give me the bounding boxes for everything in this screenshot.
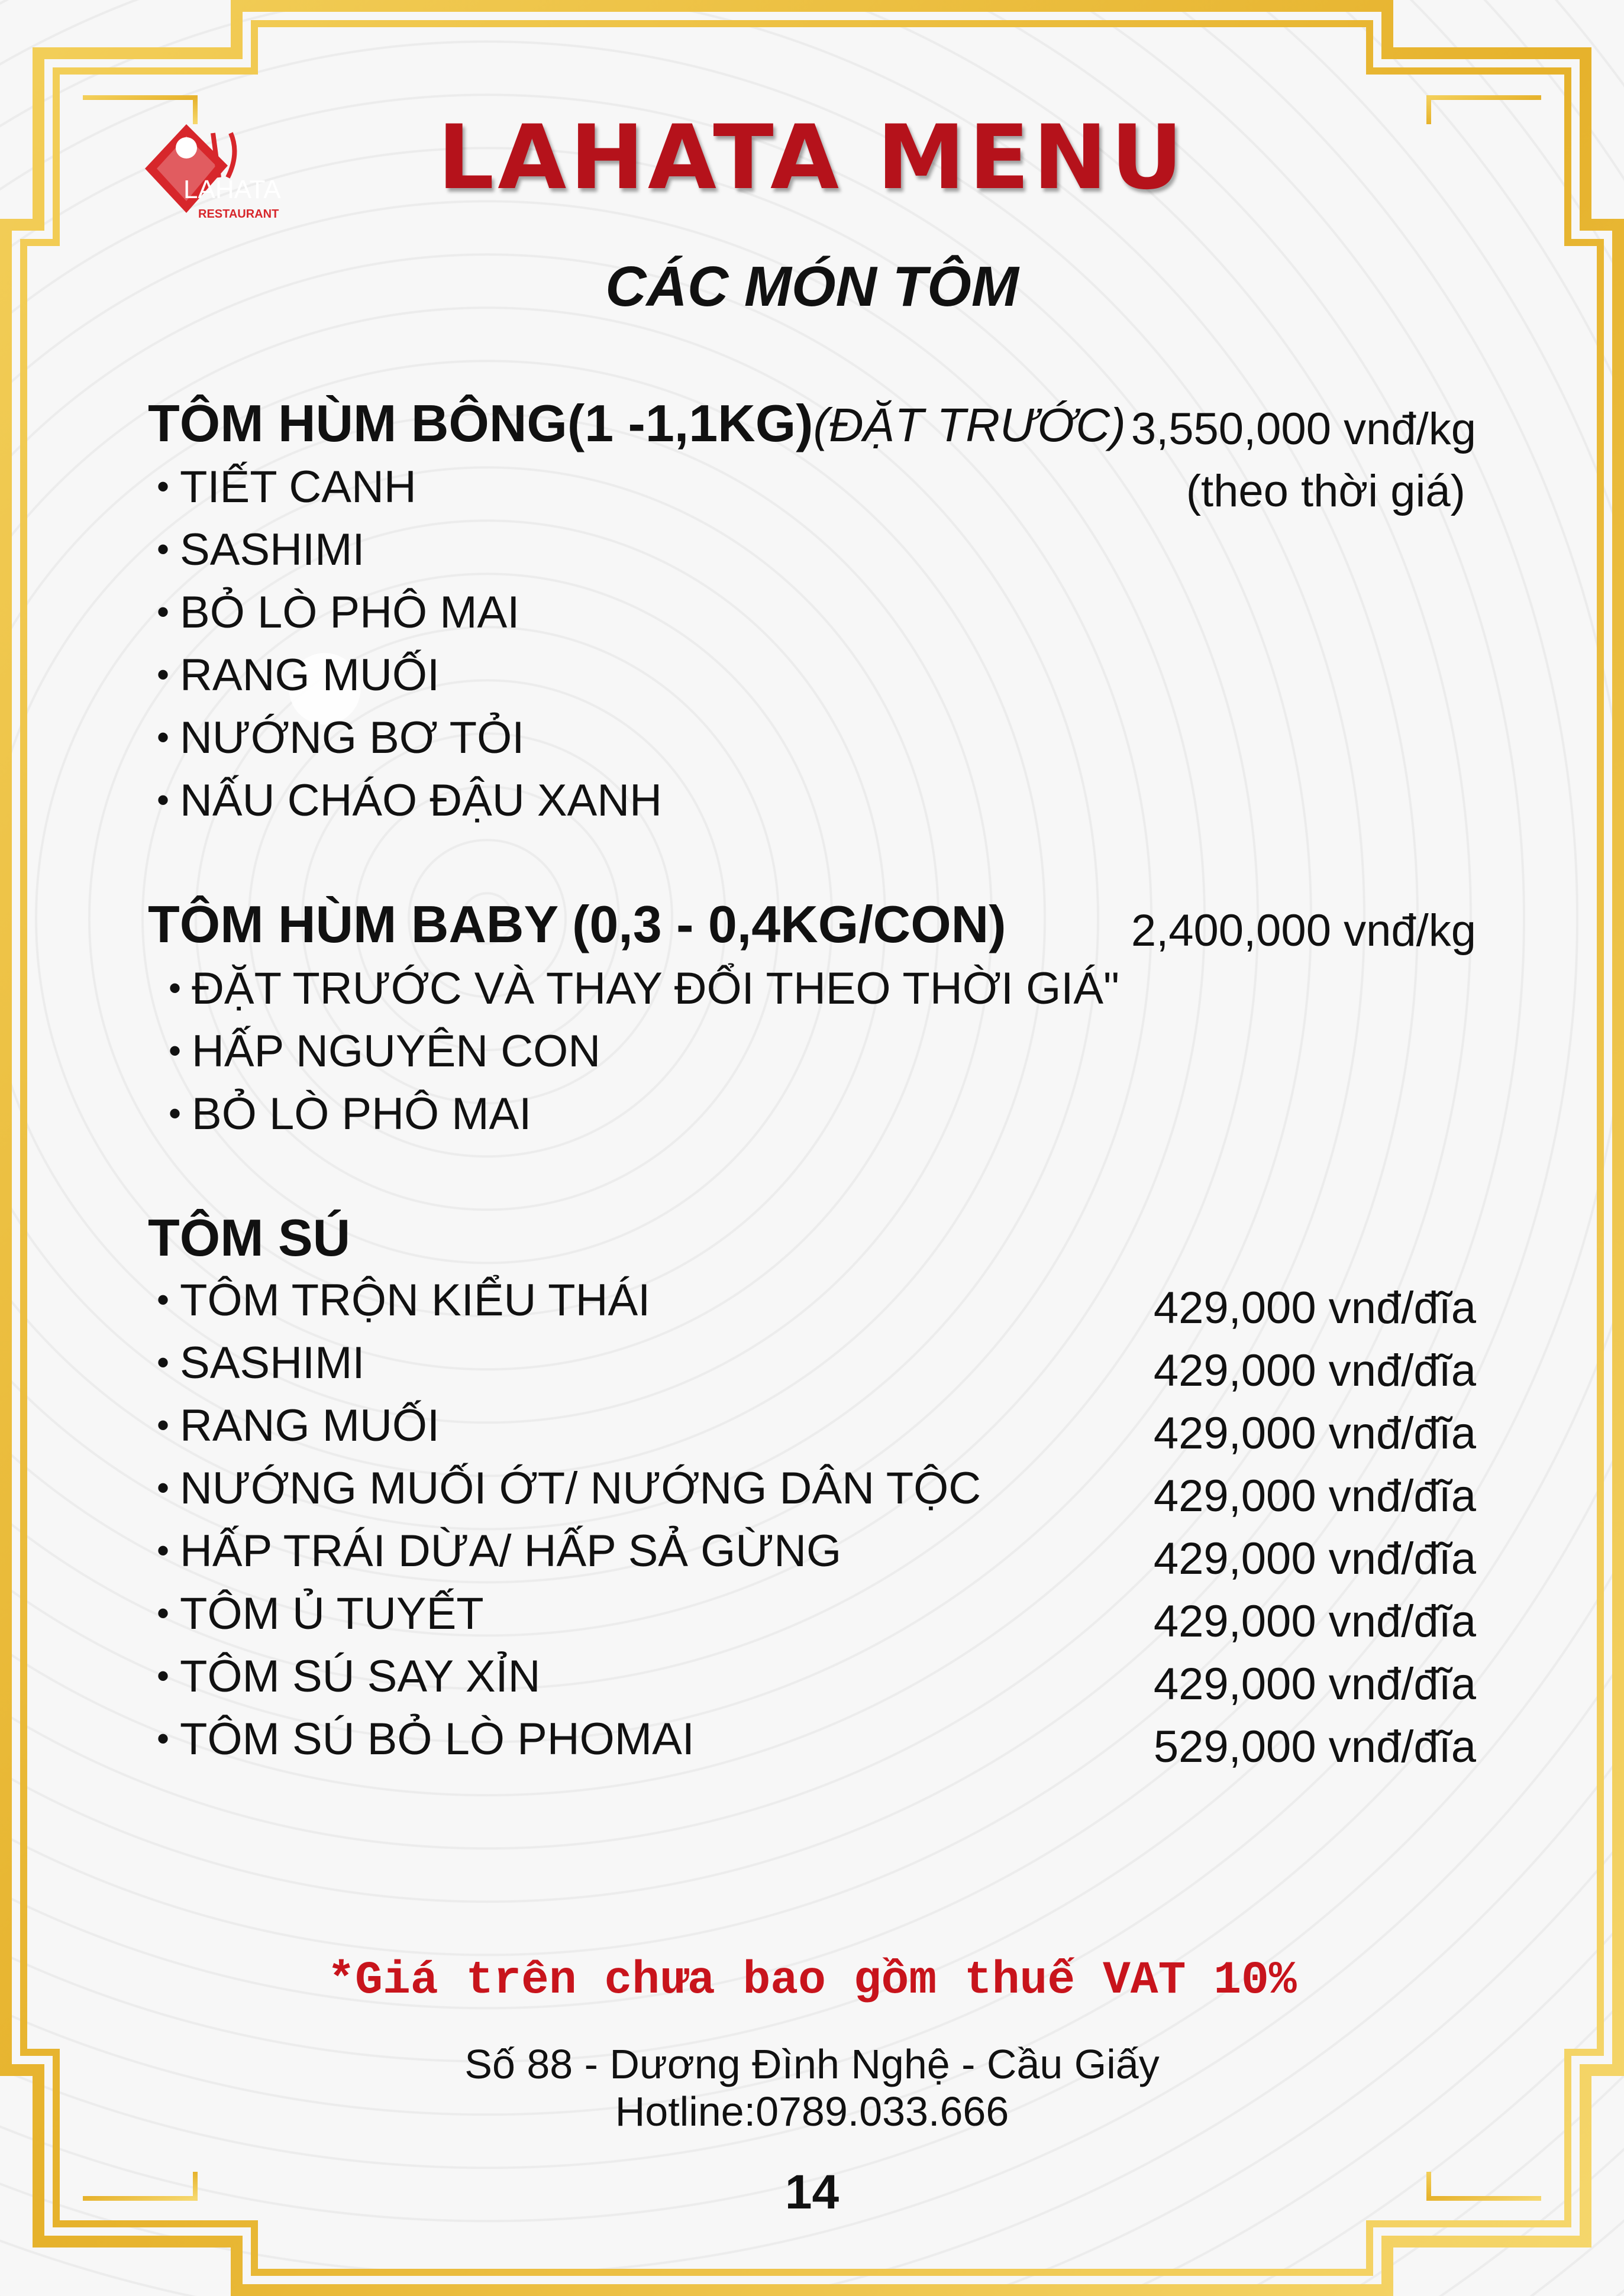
item-price: 429,000 vnđ/đĩa (1153, 1346, 1476, 1396)
page-subtitle: CÁC MÓN TÔM (605, 255, 1019, 318)
list-item: • NẤU CHÁO ĐẬU XANH (157, 775, 663, 826)
list-item: • TÔM TRỘN KIỂU THÁI (157, 1275, 651, 1325)
section-heading-baby-lobster: TÔM HÙM BABY (0,3 - 0,4KG/CON) (148, 895, 1006, 953)
list-item: • SASHIMI (157, 525, 365, 575)
item-price: 529,000 vnđ/đĩa (1153, 1722, 1476, 1772)
list-item: • TÔM Ủ TUYẾT (157, 1589, 484, 1639)
list-item: • TÔM SÚ BỎ LÒ PHOMAI (157, 1714, 695, 1764)
list-item: • TÔM SÚ SAY XỈN (157, 1651, 541, 1702)
bullet-icon: • (157, 1531, 170, 1570)
item-price: 429,000 vnđ/đĩa (1153, 1471, 1476, 1521)
bullet-icon: • (157, 780, 170, 820)
bullet-icon: • (157, 1468, 170, 1508)
bullet-icon: • (169, 1031, 182, 1071)
bullet-icon: • (157, 717, 170, 757)
section-heading-note: (ĐẶT TRƯỚC) (813, 399, 1126, 451)
list-item: • RANG MUỐI (157, 1401, 440, 1451)
list-item: • RANG MUỐI (157, 650, 440, 700)
item-price: 429,000 vnđ/đĩa (1153, 1408, 1476, 1459)
item-price: 429,000 vnđ/đĩa (1153, 1283, 1476, 1333)
bullet-icon: • (157, 1719, 170, 1758)
bullet-icon: • (169, 1094, 182, 1133)
list-item: • BỎ LÒ PHÔ MAI (169, 1089, 532, 1139)
bullet-icon: • (157, 592, 170, 632)
bullet-icon: • (157, 529, 170, 569)
page-number: 14 (784, 2165, 840, 2219)
bullet-icon: • (157, 655, 170, 694)
list-item: • ĐẶT TRƯỚC VÀ THAY ĐỔI THEO THỜI GIÁ" (169, 963, 1119, 1014)
list-item: • TIẾT CANH (157, 462, 417, 512)
address: Số 88 - Dương Đình Nghệ - Cầu Giấy (464, 2041, 1160, 2087)
logo-text: LAHATA (183, 175, 281, 204)
price-lobster: 3,550,000 vnđ/kg (1131, 404, 1476, 454)
list-item: • NƯỚNG BƠ TỎI (157, 713, 525, 763)
list-item: • NƯỚNG MUỐI ỚT/ NƯỚNG DÂN TỘC (157, 1463, 981, 1514)
list-item: • BỎ LÒ PHÔ MAI (157, 587, 520, 638)
section-heading-lobster (148, 393, 1126, 454)
bullet-icon: • (157, 1405, 170, 1445)
list-item: • SASHIMI (157, 1338, 365, 1388)
section-heading-tiger-prawn: TÔM SÚ (148, 1208, 351, 1267)
item-price: 429,000 vnđ/đĩa (1153, 1534, 1476, 1584)
vat-note: *Giá trên chưa bao gồm thuế VAT 10% (327, 1955, 1297, 2007)
bullet-icon: • (157, 1280, 170, 1320)
item-price: 429,000 vnđ/đĩa (1153, 1596, 1476, 1647)
hotline: Hotline:0789.033.666 (615, 2088, 1009, 2135)
bullet-icon: • (157, 467, 170, 506)
bullet-icon: • (169, 968, 182, 1008)
list-item: • HẤP TRÁI DỪA/ HẤP SẢ GỪNG (157, 1526, 842, 1576)
item-price: 429,000 vnđ/đĩa (1153, 1659, 1476, 1709)
list-item: • HẤP NGUYÊN CON (169, 1026, 601, 1076)
price-baby-lobster: 2,400,000 vnđ/kg (1131, 906, 1476, 956)
bullet-icon: • (157, 1656, 170, 1696)
section-heading-text: TÔM HÙM BÔNG(1 -1,1KG) (148, 394, 813, 452)
bullet-icon: • (157, 1593, 170, 1633)
page-title: LAHATA MENU (437, 106, 1187, 209)
bullet-icon: • (157, 1343, 170, 1382)
price-note: (theo thời giá) (1186, 466, 1465, 516)
logo-subtext: RESTAURANT (198, 208, 279, 221)
